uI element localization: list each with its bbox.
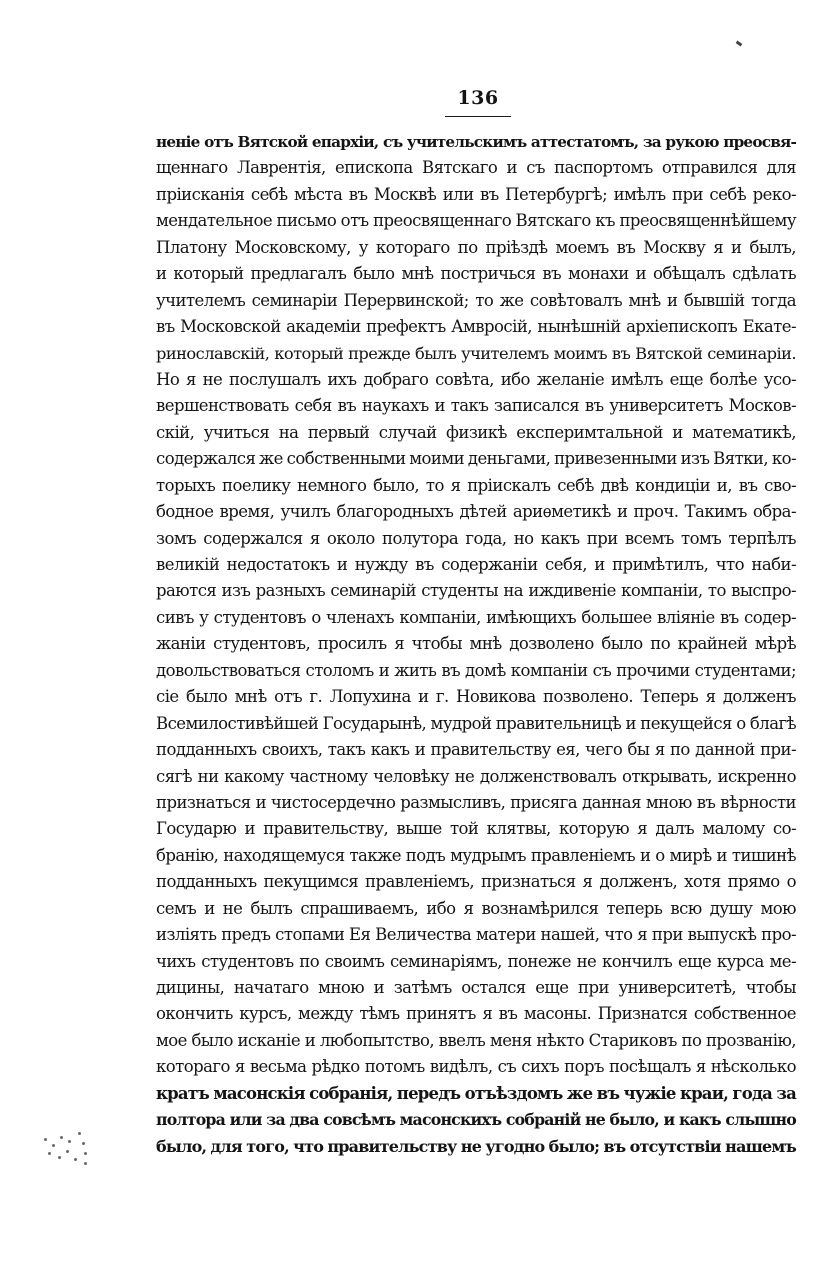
text-line: скій, учиться на первый случай физикѣ експеримтальной и математикѣ, <box>156 422 796 442</box>
speck <box>44 1138 47 1141</box>
text-line: мое было исканіе и любопытство, ввелъ меня нѣкто Стариковъ по прозванію, <box>156 1030 796 1050</box>
text-line: щеннаго Лаврентія, епископа Вятскаго и съ паспортомъ отправился для <box>156 158 796 178</box>
text-line: жаніи студентовъ, просилъ я чтобы мнѣ дозволено было по крайней мѣрѣ <box>156 634 796 654</box>
text-line: ринославскій, который прежде былъ учителемъ моимъ въ Вятской семинаріи. <box>156 343 796 363</box>
speck <box>58 1156 61 1159</box>
speck <box>48 1152 51 1155</box>
text-line: неніе отъ Вятской епархіи, съ учительскимъ аттестатомъ, за рукою преосвя- <box>156 133 796 151</box>
speck <box>66 1150 69 1153</box>
text-line: сіе было мнѣ отъ г. Лопухина и г. Новикова позволено. Теперь я долженъ <box>156 687 796 707</box>
text-line: пріисканія себѣ мѣста въ Москвѣ или въ Петербургѣ; имѣлъ при себѣ реко- <box>156 184 796 204</box>
text-line: признаться и чистосердечно размысливъ, присяга данная мною въ вѣрности <box>156 792 796 812</box>
text-line: подданныхъ пекущимся правленіемъ, признаться я долженъ, хотя прямо о <box>156 872 796 892</box>
text-line: мендательное письмо отъ преосвященнаго Вятскаго къ преосвященнѣйшему <box>156 211 796 231</box>
text-line: дицины, начатаго мною и затѣмъ остался еще при университетѣ, чтобы <box>156 978 796 997</box>
text-line: въ Московской академіи префектъ Амвросій, нынѣшній архіепископъ Екате- <box>156 317 796 337</box>
speck <box>74 1158 77 1161</box>
text-line: Платону Московскому, у котораго по пріѣздѣ моемъ въ Москву я и былъ, <box>156 237 796 257</box>
text-line: излiять предъ стопами Ея Величества матери нашей, что я при выпускѣ про- <box>156 925 796 945</box>
text-line: вершенствовать себя въ наукахъ и такъ записался въ университетъ Москов- <box>156 396 796 416</box>
text-line: бодное время, училъ благородныхъ дѣтей ариѳметикѣ и проч. Такимъ обра- <box>156 502 796 522</box>
speck <box>68 1140 71 1143</box>
text-line: Но я не послушалъ ихъ добраго совѣта, ибо желаніе имѣлъ еще болѣе усо- <box>156 369 796 389</box>
text-line: торыхъ поелику немного было, то я пріискалъ себѣ двѣ кондиціи и, въ сво- <box>156 475 796 495</box>
text-line: раются изъ разныхъ семинарій студенты на иждивеніе компаніи, то выспро- <box>156 581 796 601</box>
body-text <box>156 129 796 1160</box>
text-line: полтора или за два совсѣмъ масонскихъ собраній не было, и какъ слышно <box>156 1110 796 1130</box>
text-line: Государю и правительству, выше той клятвы, которую я далъ малому со- <box>156 819 796 839</box>
text-line: учителемъ семинаріи Перервинской; то же совѣтовалъ мнѣ и бывшій тогда <box>156 290 796 310</box>
text-line: бранію, находящемуся также подъ мудрымъ правленіемъ и о мирѣ и тишинѣ <box>156 845 796 865</box>
speck <box>60 1136 63 1139</box>
text-line: подданныхъ своихъ, такъ какъ и правительству ея, чего бы я по данной при- <box>156 740 796 760</box>
text-line: окончить курсъ, между тѣмъ принятъ я въ масоны. Признатся собственное <box>156 1004 796 1024</box>
text-line: сягѣ ни какому частному человѣку не долженствовалъ открывать, искренно <box>156 766 796 786</box>
speck <box>52 1144 55 1147</box>
text-line: Всемилостивѣйшей Государынѣ, мудрой правительницѣ и пекущейся о благѣ <box>156 713 796 733</box>
text-line: было, для того, что правительству не угодно было; въ отсутствіи нашемъ <box>156 1136 796 1156</box>
ink-mark <box>736 41 743 47</box>
speck <box>84 1162 87 1165</box>
text-line: довольствоваться столомъ и жить въ домѣ компаніи съ прочими студентами; <box>156 660 796 680</box>
text-line: чихъ студентовъ по своимъ семинаріямъ, понеже не кончилъ еще курса ме- <box>156 951 796 971</box>
speck <box>84 1152 87 1155</box>
text-line: сивъ у студентовъ о членахъ компаніи, имѣющихъ большее вліяніе въ содер- <box>156 607 796 627</box>
page-number: 136 <box>445 86 511 117</box>
speck <box>82 1142 85 1145</box>
speck <box>78 1132 81 1135</box>
text-line: великій недостатокъ и нужду въ содержаніи себя, и примѣтилъ, что наби- <box>156 555 796 574</box>
text-line: и который предлагалъ было мнѣ постричься въ монахи и обѣщалъ сдѣлать <box>156 264 796 284</box>
text-line: кратъ масонскія собранія, передъ отъѣздомъ же въ чужіе краи, года за <box>156 1083 796 1103</box>
text-line: зомъ содержался я около полутора года, но какъ при всемъ томъ терпѣлъ <box>156 528 796 548</box>
text-line: содержался же собственными моими деньгами, привезенными изъ Вятки, ко- <box>156 449 796 469</box>
text-line: семъ и не былъ спрашиваемъ, ибо я вознамѣрился теперь всю душу мою <box>156 898 796 918</box>
text-line: котораго я весьма рѣдко потомъ видѣлъ, съ сихъ поръ посѣщалъ я нѣсколько <box>156 1057 796 1077</box>
